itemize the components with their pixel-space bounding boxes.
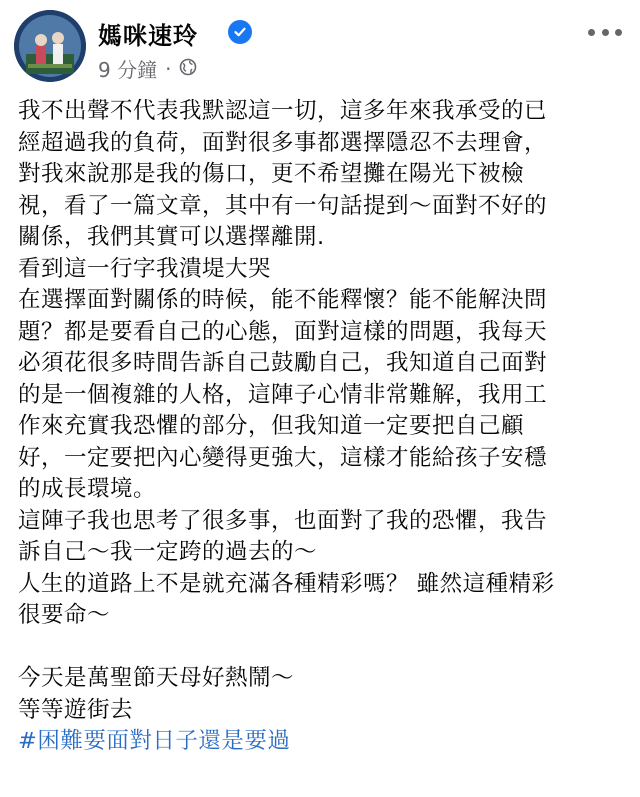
meta-separator: ·	[165, 56, 172, 81]
post-line: 關係，我們其實可以選擇離開.	[18, 224, 325, 250]
globe-icon[interactable]	[179, 57, 197, 81]
more-options-icon[interactable]	[588, 20, 622, 44]
post-line: 等等遊街去	[18, 696, 134, 723]
post-line: 題？都是要看自己的心態，面對這樣的問題，我每天	[18, 318, 548, 345]
post-line: 好，一定要把內心變得更強大，這樣才能給孩子安穩	[18, 444, 548, 471]
post-header	[14, 10, 626, 86]
post-line: 今天是萬聖節天母好熱鬧～	[18, 665, 295, 691]
blank-line	[18, 632, 626, 664]
post-line: 在選擇面對關係的時候，能不能釋懷？能不能解決問	[18, 287, 548, 313]
post-line: 的成長環境。	[18, 476, 157, 502]
post-line: 必須花很多時間告訴自己鼓勵自己，我知道自己面對	[18, 350, 548, 376]
hashtag-link[interactable]: #困難要面對日子還是要過	[18, 728, 291, 754]
post-line: 作來充實我恐懼的部分，但我知道一定要把自己顧	[18, 413, 525, 439]
verified-badge-icon	[228, 20, 252, 44]
post-line: 人生的道路上不是就充滿各種精彩嗎？ 雖然這種精彩	[18, 570, 555, 597]
post-text	[18, 96, 626, 758]
post-line: 很要命～	[18, 602, 111, 628]
post-line: 視，看了一篇文章，其中有一句話提到～面對不好的	[18, 192, 548, 219]
avatar-image	[14, 10, 86, 82]
post-line: 我不出聲不代表我默認這一切，這多年來我承受的已	[18, 98, 548, 124]
post-timestamp[interactable]: 9 分鐘	[98, 58, 158, 82]
author-name[interactable]: 媽咪速玲	[98, 22, 198, 50]
post-line: 這陣子我也思考了很多事，也面對了我的恐懼，我告	[18, 507, 548, 534]
post-line: 經超過我的負荷，面對很多事都選擇隱忍不去理會，	[18, 129, 548, 156]
post-line: 訴自己～我一定跨的過去的～	[18, 539, 318, 565]
post-line: 看到這一行字我潰堤大哭	[18, 255, 272, 282]
post-meta	[98, 54, 197, 83]
post-line: 對我來說那是我的傷口，更不希望攤在陽光下被檢	[18, 161, 525, 187]
author-avatar[interactable]	[14, 10, 86, 82]
post-line: 的是一個複雜的人格，這陣子心情非常難解，我用工	[18, 381, 548, 408]
